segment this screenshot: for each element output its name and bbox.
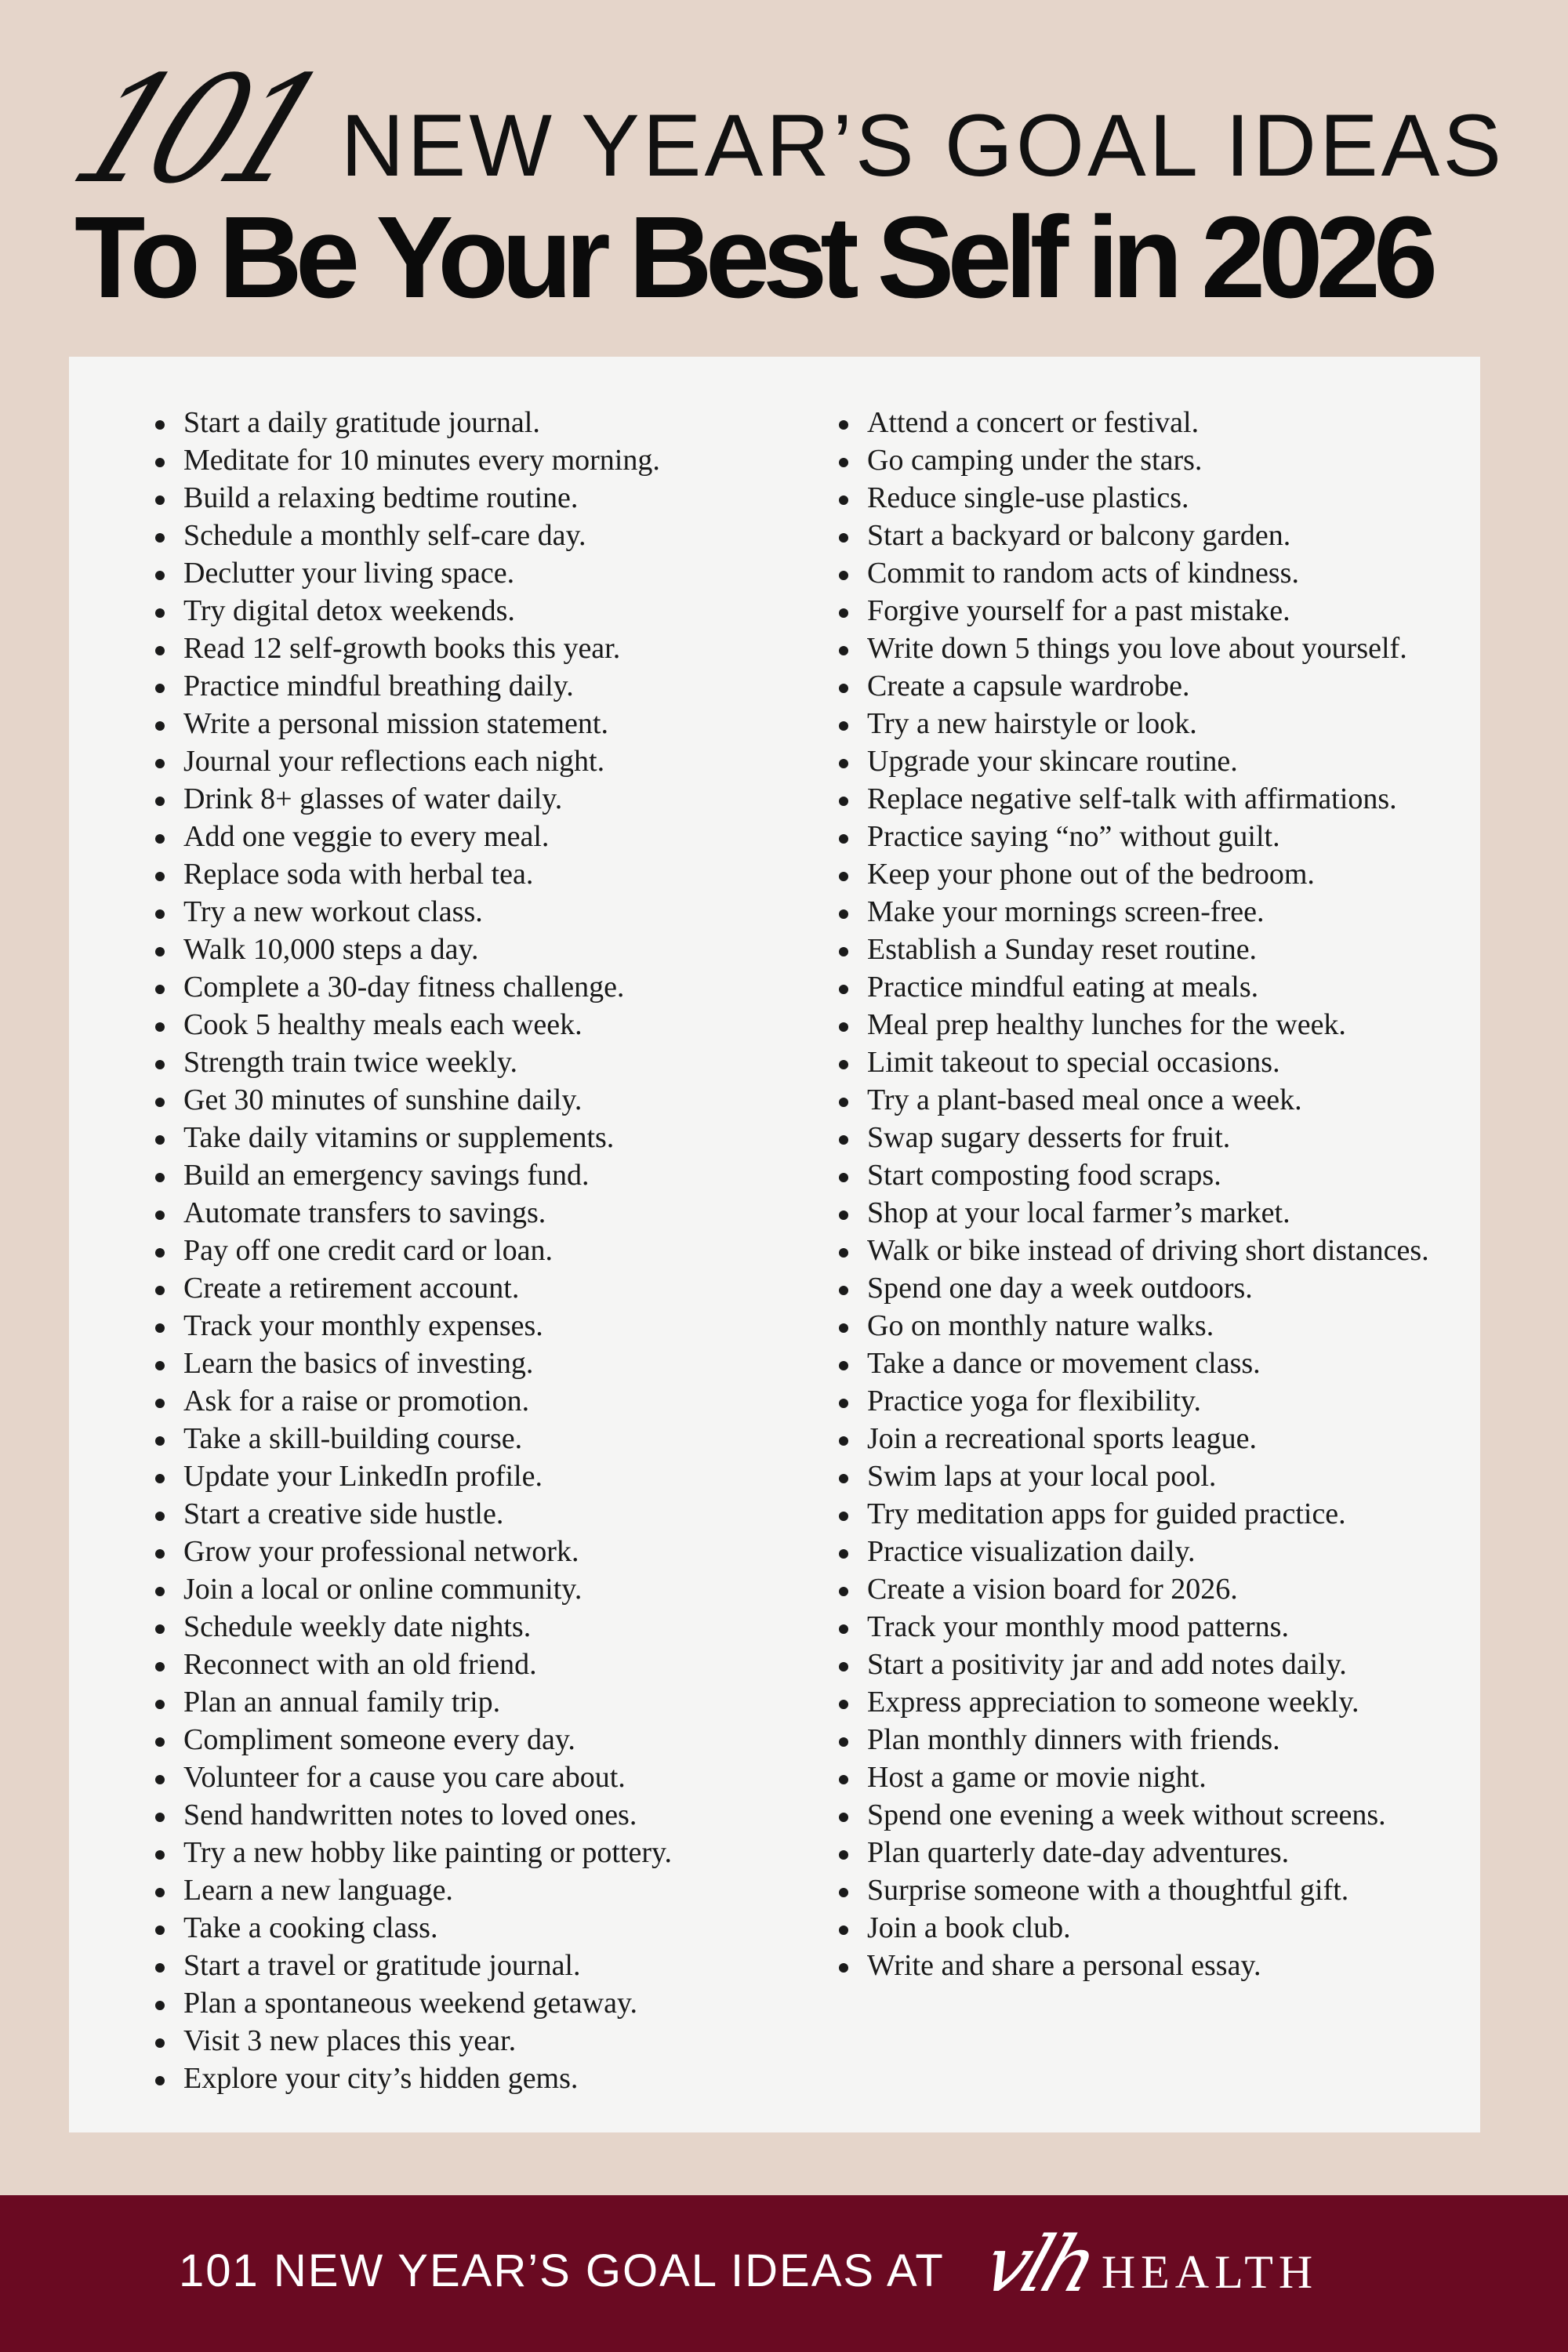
- goal-item: Reconnect with an old friend.: [155, 1646, 806, 1683]
- goal-item: Plan monthly dinners with friends.: [839, 1721, 1466, 1759]
- footer-text: 101 NEW YEAR’S GOAL IDEAS AT: [179, 2245, 945, 2296]
- title-block: [0, 0, 1568, 345]
- goal-item: Replace soda with herbal tea.: [155, 855, 806, 893]
- goal-item: Read 12 self-growth books this year.: [155, 630, 806, 667]
- goal-item: Track your monthly expenses.: [155, 1307, 806, 1345]
- goal-item: Walk or bike instead of driving short distances.: [839, 1232, 1466, 1269]
- brand-logo-word: HEALTH: [1101, 2246, 1319, 2298]
- goal-item: Drink 8+ glasses of water daily.: [155, 780, 806, 818]
- goal-item: Limit takeout to special occasions.: [839, 1044, 1466, 1081]
- goal-item: Practice visualization daily.: [839, 1533, 1466, 1570]
- goal-item: Grow your professional network.: [155, 1533, 806, 1570]
- goal-item: Surprise someone with a thoughtful gift.: [839, 1871, 1466, 1909]
- goal-item: Practice mindful eating at meals.: [839, 968, 1466, 1006]
- goal-item: Start composting food scraps.: [839, 1156, 1466, 1194]
- goal-item: Explore your city’s hidden gems.: [155, 2060, 806, 2097]
- goal-item: Establish a Sunday reset routine.: [839, 931, 1466, 968]
- goal-item: Schedule a monthly self-care day.: [155, 517, 806, 554]
- goal-item: Declutter your living space.: [155, 554, 806, 592]
- goal-item: Upgrade your skincare routine.: [839, 742, 1466, 780]
- title-line-1: [51, 44, 1513, 216]
- goal-item: Try a new hobby like painting or pottery.: [155, 1834, 806, 1871]
- goal-item: Write down 5 things you love about yourself.: [839, 630, 1466, 667]
- goal-item: Compliment someone every day.: [155, 1721, 806, 1759]
- goal-item: Practice mindful breathing daily.: [155, 667, 806, 705]
- goal-item: Attend a concert or festival.: [839, 404, 1466, 441]
- goal-item: Keep your phone out of the bedroom.: [839, 855, 1466, 893]
- goal-item: Cook 5 healthy meals each week.: [155, 1006, 806, 1044]
- goal-item: Try digital detox weekends.: [155, 592, 806, 630]
- brand-logo[interactable]: [972, 2219, 1319, 2321]
- goal-item: Schedule weekly date nights.: [155, 1608, 806, 1646]
- goal-item: Take a dance or movement class.: [839, 1345, 1466, 1382]
- goal-item: Meal prep healthy lunches for the week.: [839, 1006, 1466, 1044]
- goal-item: Replace negative self-talk with affirmations.: [839, 780, 1466, 818]
- goal-item: Learn the basics of investing.: [155, 1345, 806, 1382]
- goal-item: Try a new hairstyle or look.: [839, 705, 1466, 742]
- goal-item: Track your monthly mood patterns.: [839, 1608, 1466, 1646]
- goal-item: Pay off one credit card or loan.: [155, 1232, 806, 1269]
- footer-banner[interactable]: [0, 2195, 1568, 2352]
- goal-item: Write and share a personal essay.: [839, 1947, 1466, 1984]
- goal-item: Join a recreational sports league.: [839, 1420, 1466, 1457]
- goals-list-right: [839, 404, 1466, 1984]
- goal-item: Start a creative side hustle.: [155, 1495, 806, 1533]
- goal-item: Join a book club.: [839, 1909, 1466, 1947]
- goal-item: Forgive yourself for a past mistake.: [839, 592, 1466, 630]
- goal-item: Try a plant-based meal once a week.: [839, 1081, 1466, 1119]
- goal-item: Strength train twice weekly.: [155, 1044, 806, 1081]
- title-number: 101: [51, 44, 340, 216]
- goal-item: Practice saying “no” without guilt.: [839, 818, 1466, 855]
- goals-list-left: [155, 404, 806, 2097]
- goal-item: Make your mornings screen-free.: [839, 893, 1466, 931]
- goal-item: Volunteer for a cause you care about.: [155, 1759, 806, 1796]
- goal-item: Reduce single-use plastics.: [839, 479, 1466, 517]
- goal-item: Swap sugary desserts for fruit.: [839, 1119, 1466, 1156]
- goal-item: Take a skill-building course.: [155, 1420, 806, 1457]
- goal-item: Automate transfers to savings.: [155, 1194, 806, 1232]
- goal-item: Spend one evening a week without screens.: [839, 1796, 1466, 1834]
- goal-item: Practice yoga for flexibility.: [839, 1382, 1466, 1420]
- goal-item: Create a vision board for 2026.: [839, 1570, 1466, 1608]
- goal-item: Build an emergency savings fund.: [155, 1156, 806, 1194]
- goal-item: Learn a new language.: [155, 1871, 806, 1909]
- goal-item: Meditate for 10 minutes every morning.: [155, 441, 806, 479]
- goal-item: Create a capsule wardrobe.: [839, 667, 1466, 705]
- goal-item: Join a local or online community.: [155, 1570, 806, 1608]
- goal-item: Take daily vitamins or supplements.: [155, 1119, 806, 1156]
- goal-item: Update your LinkedIn profile.: [155, 1457, 806, 1495]
- goal-item: Try meditation apps for guided practice.: [839, 1495, 1466, 1533]
- goal-item: Start a travel or gratitude journal.: [155, 1947, 806, 1984]
- brand-logo-script: vlh: [972, 2220, 1105, 2310]
- goal-item: Start a positivity jar and add notes daily.: [839, 1646, 1466, 1683]
- goal-item: Visit 3 new places this year.: [155, 2022, 806, 2060]
- goal-item: Shop at your local farmer’s market.: [839, 1194, 1466, 1232]
- goal-item: Start a backyard or balcony garden.: [839, 517, 1466, 554]
- title-heading: NEW YEAR’S GOAL IDEAS: [340, 96, 1505, 194]
- goal-item: Host a game or movie night.: [839, 1759, 1466, 1796]
- goal-item: Swim laps at your local pool.: [839, 1457, 1466, 1495]
- goal-item: Complete a 30-day fitness challenge.: [155, 968, 806, 1006]
- title-subheading: To Be Your Best Self in 2026: [74, 193, 1432, 322]
- goal-item: Get 30 minutes of sunshine daily.: [155, 1081, 806, 1119]
- goal-item: Plan quarterly date-day adventures.: [839, 1834, 1466, 1871]
- goal-item: Take a cooking class.: [155, 1909, 806, 1947]
- goal-item: Plan an annual family trip.: [155, 1683, 806, 1721]
- goal-item: Start a daily gratitude journal.: [155, 404, 806, 441]
- goal-item: Build a relaxing bedtime routine.: [155, 479, 806, 517]
- goal-item: Spend one day a week outdoors.: [839, 1269, 1466, 1307]
- goals-card: [69, 357, 1480, 2132]
- goal-item: Ask for a raise or promotion.: [155, 1382, 806, 1420]
- goal-item: Send handwritten notes to loved ones.: [155, 1796, 806, 1834]
- goal-item: Walk 10,000 steps a day.: [155, 931, 806, 968]
- goal-item: Try a new workout class.: [155, 893, 806, 931]
- goal-item: Create a retirement account.: [155, 1269, 806, 1307]
- goal-item: Plan a spontaneous weekend getaway.: [155, 1984, 806, 2022]
- goal-item: Go camping under the stars.: [839, 441, 1466, 479]
- goal-item: Write a personal mission statement.: [155, 705, 806, 742]
- goal-item: Add one veggie to every meal.: [155, 818, 806, 855]
- goal-item: Journal your reflections each night.: [155, 742, 806, 780]
- goal-item: Express appreciation to someone weekly.: [839, 1683, 1466, 1721]
- goal-item: Go on monthly nature walks.: [839, 1307, 1466, 1345]
- goal-item: Commit to random acts of kindness.: [839, 554, 1466, 592]
